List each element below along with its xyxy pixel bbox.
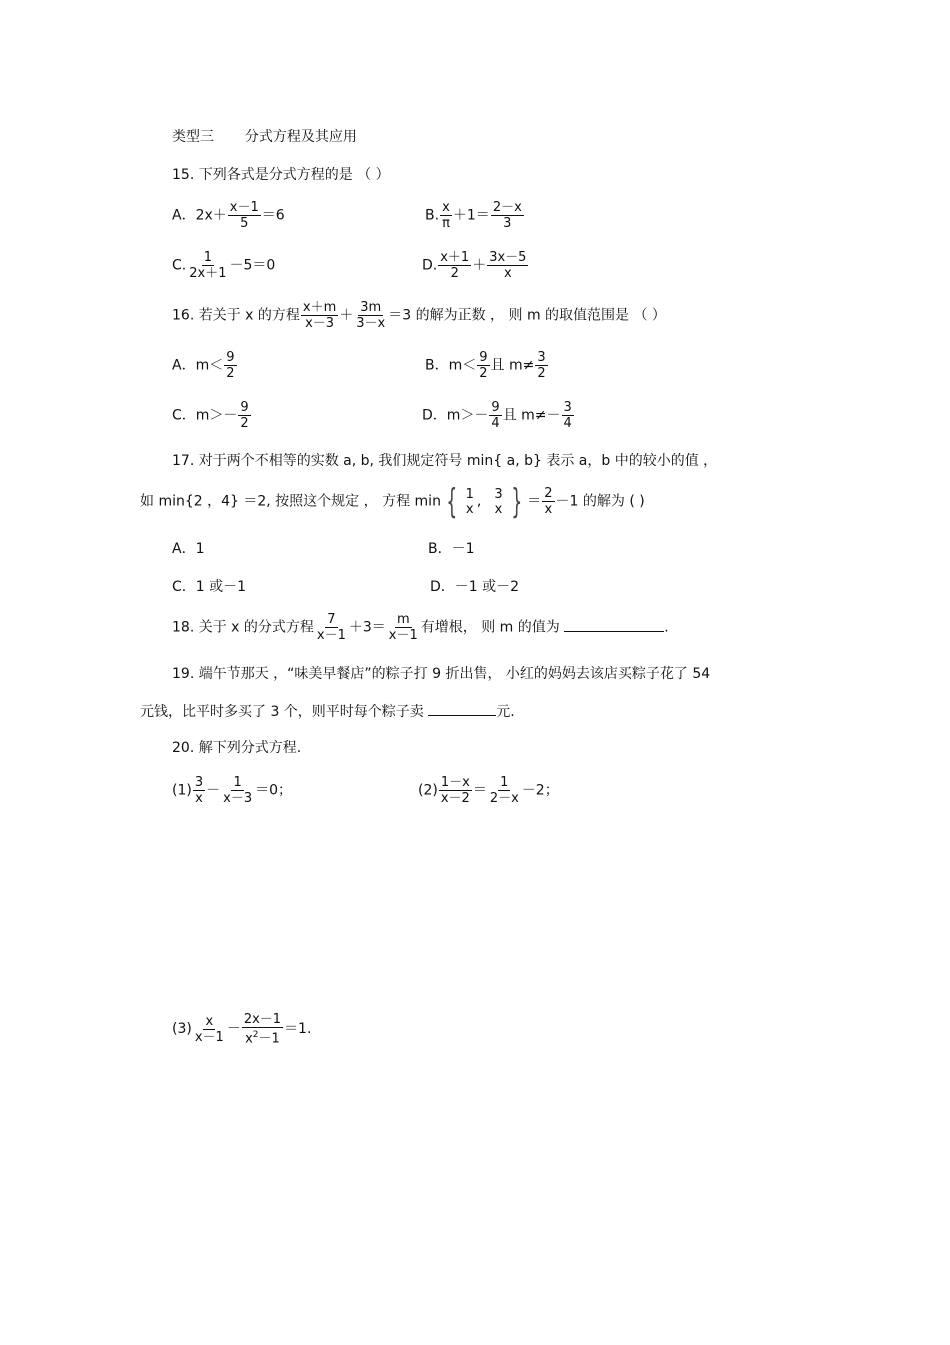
fraction: $\frac{3m}{3-x}$	[356, 300, 386, 331]
fraction: $\frac{7}{x-1}$	[316, 612, 346, 643]
q20-part1: (1) $\frac{3}{x}$ － $\frac{1}{x-3}$ ＝0；	[172, 775, 293, 806]
fraction: 3 x	[494, 486, 503, 517]
fraction: $\frac{9}{2}$	[226, 350, 235, 381]
section-title: 分式方程及其应用	[244, 129, 357, 145]
q17-option-b: B．－1	[428, 541, 475, 557]
fraction: $\frac{3}{2}$	[537, 350, 546, 381]
q20-part3: (3) $\frac{x}{x-1}$ － $\frac{2x-1}{x^2-1}$ ＝1.	[172, 1012, 312, 1047]
fraction: $\frac{2-x}{3}$	[492, 200, 522, 231]
fraction: $\frac{m}{x-1}$	[388, 612, 418, 643]
q18-stem: 18. 关于 x 的分式方程 $\frac{7}{x-1}$ ＋3＝ $\frac{m}{x-1}$ 有增根， 则 m 的值为 .	[172, 612, 669, 643]
fraction: $\frac{1}{2x+1}$	[189, 250, 227, 281]
q17-option-a: A．1	[172, 541, 205, 557]
fraction: $\frac{1-x}{x-2}$	[440, 775, 470, 806]
q17-line1: 17. 对于两个不相等的实数 a, b, 我们规定符号 min{ a, b} 表示 a，b 中的较小的值 ，	[172, 453, 718, 469]
q16-option-b: B．m＜ $\frac{9}{2}$ 且 m≠ $\frac{3}{2}$	[425, 350, 546, 381]
q15-option-b: B. $\frac{x}{\pi}$ ＋1＝ $\frac{2-x}{3}$	[425, 200, 522, 231]
right-brace-icon: }	[511, 481, 522, 522]
fraction: $\frac{9}{2}$	[240, 400, 249, 431]
fraction: $\frac{9}{4}$	[491, 400, 500, 431]
fraction: $\frac{3x-5}{x}$	[489, 250, 527, 281]
q16-option-a: A．m＜ $\frac{9}{2}$	[172, 350, 235, 381]
q20-stem: 20. 解下列分式方程.	[172, 740, 302, 756]
fraction: $\frac{2x-1}{x^2-1}$	[243, 1012, 282, 1047]
fraction: $\frac{1}{x-3}$	[223, 775, 253, 806]
fraction: $\frac{x}{\pi}$	[442, 200, 450, 231]
section-header	[172, 126, 357, 146]
q19-line1: 19. 端午节那天 ，“味美早餐店”的粽子打 9 折出售， 小红的妈妈去该店买粽子花了 54	[172, 666, 711, 682]
q17-line2: 如 min{2 ，4} ＝2, 按照这个规定 ， 方程 min { 1 x , 3 x } ＝ $\frac{2}{x}$ －1 的解为 ( )	[140, 481, 645, 522]
q17-option-d: D．－1 或－2	[430, 579, 520, 595]
q16-stem: 16. 若关于 x 的方程 $\frac{x+m}{x-3}$ ＋ $\frac{3m}{3-x}$ ＝3 的解为正数 ， 则 m 的取值范围是 （ ）	[172, 300, 666, 331]
fraction: $\frac{1}{2-x}$	[489, 775, 519, 806]
fraction: 1 x	[465, 486, 474, 517]
q16-option-d: D．m＞－ $\frac{9}{4}$ 且 m≠－ $\frac{3}{4}$	[422, 400, 572, 431]
fraction: $\frac{x}{x-1}$	[194, 1013, 224, 1045]
answer-blank	[564, 617, 664, 632]
section-label: 类型三	[172, 129, 214, 145]
answer-blank	[428, 701, 496, 716]
q19-line2: 元钱，比平时多买了 3 个，则平时每个粽子卖 元.	[140, 701, 515, 721]
q15-stem: 15. 下列各式是分式方程的是 （ ）	[172, 167, 390, 183]
q15-option-c: C. $\frac{1}{2x+1}$ －5＝0	[172, 250, 276, 281]
left-brace-icon: {	[446, 481, 458, 522]
fraction: $\frac{x+m}{x-3}$	[302, 300, 337, 331]
q16-option-c: C．m＞－ $\frac{9}{2}$	[172, 400, 249, 431]
fraction: $\frac{x+1}{2}$	[440, 250, 470, 281]
q17-option-c: C．1 或－1	[172, 579, 247, 595]
fraction: $\frac{x-1}{5}$	[229, 200, 259, 231]
q20-part2: (2) $\frac{1-x}{x-2}$ ＝ $\frac{1}{2-x}$ －2；	[418, 775, 559, 806]
q15-option-a: A．2x＋ $\frac{x-1}{5}$ ＝6	[172, 200, 285, 231]
fraction: $\frac{2}{x}$	[544, 486, 553, 517]
fraction: $\frac{9}{2}$	[479, 350, 488, 381]
fraction: $\frac{3}{4}$	[563, 400, 572, 431]
q15-option-d: D. $\frac{x+1}{2}$ ＋ $\frac{3x-5}{x}$	[422, 250, 527, 281]
fraction: $\frac{3}{x}$	[194, 775, 204, 806]
